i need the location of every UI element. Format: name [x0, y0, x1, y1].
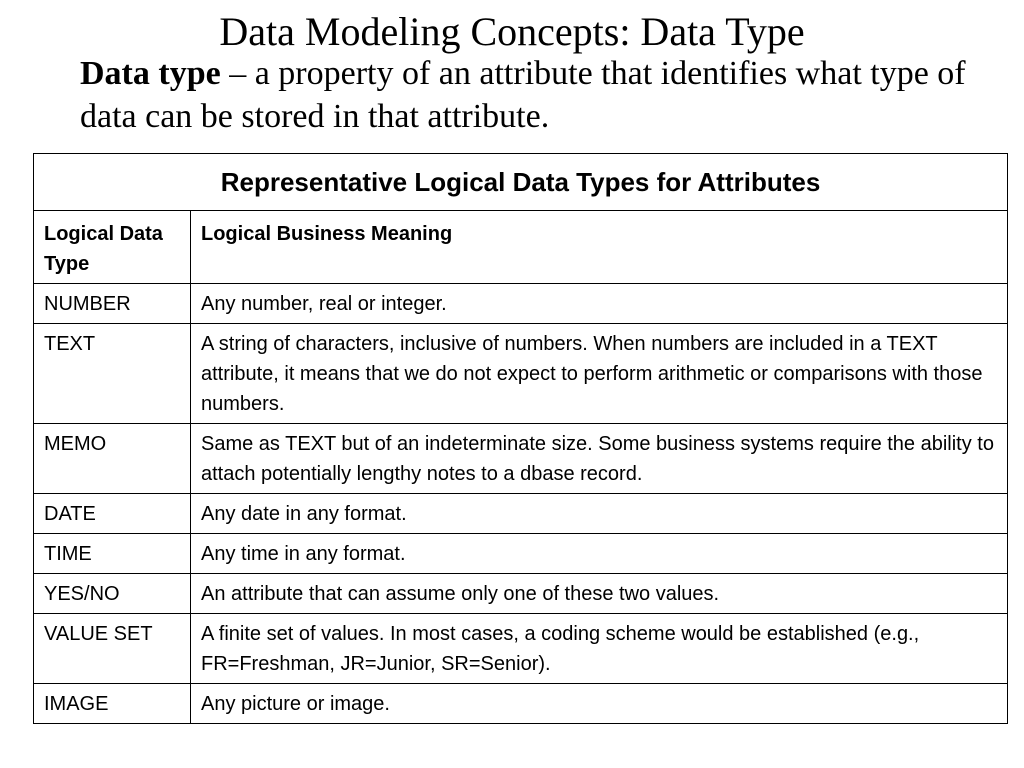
- table-caption: Representative Logical Data Types for Attributes: [34, 154, 1008, 211]
- column-header-meaning: Logical Business Meaning: [191, 211, 1008, 284]
- type-cell: IMAGE: [34, 684, 191, 724]
- meaning-cell: Any picture or image.: [191, 684, 1008, 724]
- definition-paragraph: [80, 52, 980, 138]
- type-cell: VALUE SET: [34, 614, 191, 684]
- table-row: [34, 574, 1008, 614]
- table-row: [34, 534, 1008, 574]
- table-row: [34, 324, 1008, 424]
- type-cell: TIME: [34, 534, 191, 574]
- slide-title: Data Modeling Concepts: Data Type: [219, 9, 805, 54]
- type-cell: NUMBER: [34, 284, 191, 324]
- meaning-cell: Same as TEXT but of an indeterminate size. Some business systems require the ability to attach potentially lengthy notes to a dbase record.: [191, 424, 1008, 494]
- definition-text: – a property of an attribute that identifies what type of data can be stored in that attribute.: [80, 55, 966, 135]
- table-header-row: [34, 211, 1008, 284]
- type-cell: YES/NO: [34, 574, 191, 614]
- meaning-cell: An attribute that can assume only one of these two values.: [191, 574, 1008, 614]
- type-cell: MEMO: [34, 424, 191, 494]
- table-row: [34, 494, 1008, 534]
- table-row: [34, 284, 1008, 324]
- table-row: [34, 614, 1008, 684]
- table-row: [34, 424, 1008, 494]
- table-row: [34, 684, 1008, 724]
- type-cell: DATE: [34, 494, 191, 534]
- meaning-cell: A string of characters, inclusive of numbers. When numbers are included in a TEXT attribute, it means that we do not expect to perform arithmetic or comparisons with those numbers.: [191, 324, 1008, 424]
- meaning-cell: Any time in any format.: [191, 534, 1008, 574]
- type-cell: TEXT: [34, 324, 191, 424]
- column-header-type: Logical Data Type: [34, 211, 191, 284]
- meaning-cell: Any number, real or integer.: [191, 284, 1008, 324]
- meaning-cell: Any date in any format.: [191, 494, 1008, 534]
- definition-term: Data type: [80, 55, 221, 92]
- data-types-table: [33, 153, 1008, 724]
- meaning-cell: A finite set of values. In most cases, a coding scheme would be established (e.g., FR=Freshman, JR=Junior, SR=Senior).: [191, 614, 1008, 684]
- table-caption-row: [34, 154, 1008, 211]
